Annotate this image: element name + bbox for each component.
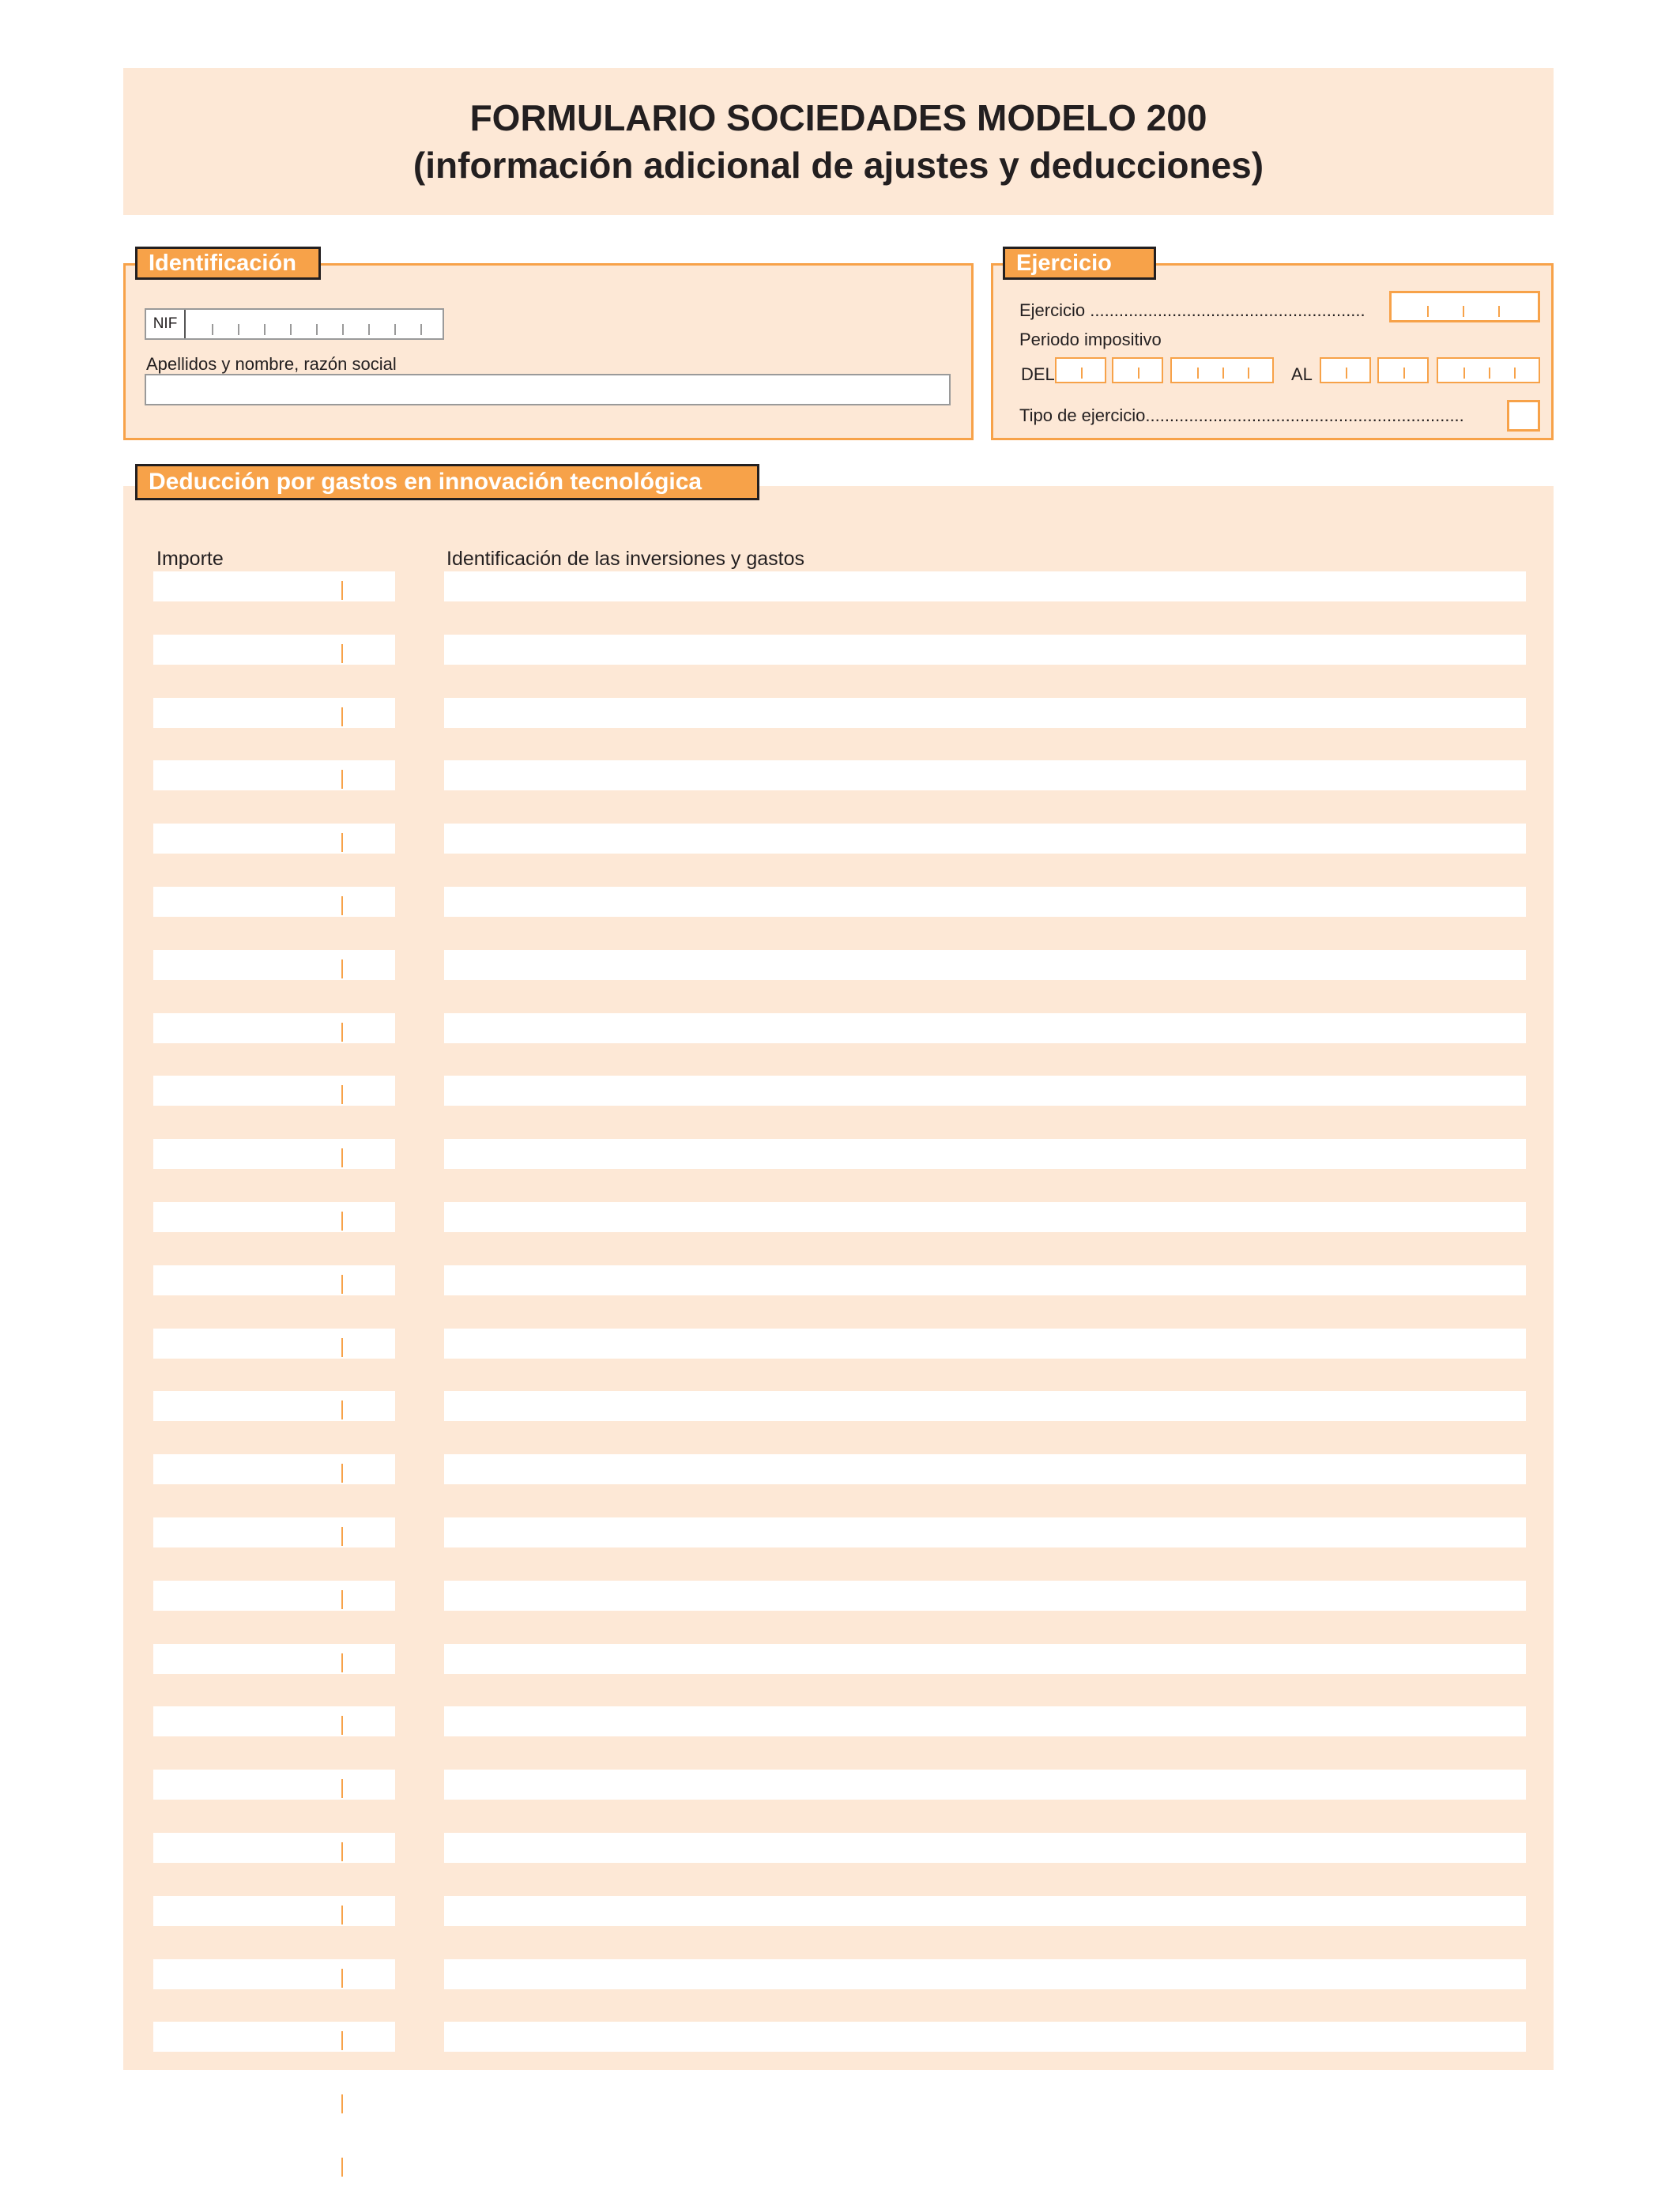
decimal-separator — [341, 2158, 343, 2177]
importe-field[interactable] — [153, 698, 395, 728]
decimal-separator — [341, 1148, 343, 1167]
decimal-separator — [341, 1464, 343, 1483]
identificacion-field[interactable] — [444, 1391, 1526, 1421]
del-day-field[interactable] — [1055, 357, 1106, 383]
nif-digit-separator — [238, 324, 239, 335]
ejercicio-tab: Ejercicio — [1003, 247, 1156, 280]
del-label: DEL — [1021, 364, 1055, 384]
del-year-field[interactable] — [1170, 357, 1274, 383]
importe-field[interactable] — [153, 824, 395, 854]
form-title: FORMULARIO SOCIEDADES MODELO 200 — [469, 97, 1207, 138]
identificacion-field[interactable] — [444, 1959, 1526, 1989]
identificacion-field[interactable] — [444, 760, 1526, 790]
decimal-separator — [341, 1590, 343, 1609]
nif-digit-separator — [368, 324, 370, 335]
ejercicio-label: Ejercicio ......................................................... — [1019, 300, 1365, 320]
nif-digit-separator — [264, 324, 266, 335]
identificacion-field[interactable] — [444, 1517, 1526, 1547]
decimal-separator — [341, 1275, 343, 1294]
importe-field[interactable] — [153, 2148, 395, 2178]
importe-field[interactable] — [153, 1454, 395, 1484]
form-header — [123, 68, 1554, 215]
form-subtitle: (información adicional de ajustes y deducciones) — [412, 145, 1264, 186]
identificacion-field[interactable] — [444, 1076, 1526, 1106]
identificacion-field[interactable] — [444, 1581, 1526, 1611]
identificacion-field[interactable] — [444, 1706, 1526, 1736]
identificacion-field[interactable] — [444, 571, 1526, 601]
decimal-separator — [341, 1527, 343, 1546]
importe-field[interactable] — [153, 760, 395, 790]
importe-field[interactable] — [153, 1013, 395, 1043]
importe-field[interactable] — [153, 2085, 395, 2115]
importe-field[interactable] — [153, 1329, 395, 1359]
tipo-ejercicio-field[interactable] — [1507, 400, 1540, 432]
decimal-separator — [341, 1653, 343, 1672]
importe-field[interactable] — [153, 571, 395, 601]
decimal-separator — [341, 581, 343, 600]
identificacion-field[interactable] — [444, 1833, 1526, 1863]
identificacion-field[interactable] — [444, 1454, 1526, 1484]
importe-field[interactable] — [153, 1517, 395, 1547]
decimal-separator — [341, 770, 343, 789]
importe-field[interactable] — [153, 1833, 395, 1863]
importe-field[interactable] — [153, 1706, 395, 1736]
identificacion-section — [123, 263, 974, 440]
identificacion-field[interactable] — [444, 824, 1526, 854]
identificacion-field[interactable] — [444, 2022, 1526, 2052]
identificacion-field[interactable] — [444, 635, 1526, 665]
deduccion-tab: Deducción por gastos en innovación tecnológica — [135, 464, 759, 500]
importe-field[interactable] — [153, 887, 395, 917]
decimal-separator — [341, 1779, 343, 1798]
importe-field[interactable] — [153, 1581, 395, 1611]
decimal-separator — [341, 1085, 343, 1104]
decimal-separator — [341, 1716, 343, 1735]
identificacion-field[interactable] — [444, 1770, 1526, 1800]
nif-digit-separator — [342, 324, 344, 335]
identificacion-field[interactable] — [444, 950, 1526, 980]
identificacion-field[interactable] — [444, 2148, 1526, 2178]
importe-field[interactable] — [153, 635, 395, 665]
decimal-separator — [341, 1023, 343, 1042]
identificacion-field[interactable] — [444, 698, 1526, 728]
nif-digit-separator — [420, 324, 422, 335]
importe-field[interactable] — [153, 1644, 395, 1674]
identificacion-field[interactable] — [444, 1896, 1526, 1926]
decimal-separator — [341, 1969, 343, 1988]
importe-field[interactable] — [153, 1959, 395, 1989]
identificacion-field[interactable] — [444, 1202, 1526, 1232]
nif-digit-separator — [290, 324, 292, 335]
name-label: Apellidos y nombre, razón social — [146, 354, 397, 374]
importe-field[interactable] — [153, 1391, 395, 1421]
decimal-separator — [341, 644, 343, 663]
nif-field[interactable] — [145, 308, 444, 340]
importe-field[interactable] — [153, 950, 395, 980]
decimal-separator — [341, 1906, 343, 1924]
nif-digit-separator — [316, 324, 318, 335]
importe-field[interactable] — [153, 1076, 395, 1106]
importe-field[interactable] — [153, 1202, 395, 1232]
decimal-separator — [341, 2094, 343, 2113]
decimal-separator — [341, 1842, 343, 1861]
decimal-separator — [341, 959, 343, 978]
identificacion-tab: Identificación — [135, 247, 321, 280]
identificacion-field[interactable] — [444, 1265, 1526, 1295]
identificacion-field[interactable] — [444, 1139, 1526, 1169]
ejercicio-year-field[interactable] — [1389, 291, 1540, 322]
importe-field[interactable] — [153, 1896, 395, 1926]
nif-digit-separator — [394, 324, 396, 335]
al-year-field[interactable] — [1437, 357, 1540, 383]
del-month-field[interactable] — [1112, 357, 1163, 383]
importe-field[interactable] — [153, 1265, 395, 1295]
al-day-field[interactable] — [1320, 357, 1371, 383]
decimal-separator — [341, 896, 343, 915]
identificacion-column-header: Identificación de las inversiones y gastos — [446, 548, 805, 570]
decimal-separator — [341, 1400, 343, 1419]
importe-column-header: Importe — [156, 548, 224, 570]
identificacion-field[interactable] — [444, 2085, 1526, 2115]
nif-label: NIF — [146, 310, 186, 338]
importe-field[interactable] — [153, 1770, 395, 1800]
identificacion-field[interactable] — [444, 1644, 1526, 1674]
identificacion-field[interactable] — [444, 1329, 1526, 1359]
decimal-separator — [341, 707, 343, 726]
decimal-separator — [341, 2031, 343, 2050]
identificacion-field[interactable] — [444, 1013, 1526, 1043]
decimal-separator — [341, 1212, 343, 1231]
importe-field[interactable] — [153, 1139, 395, 1169]
importe-field[interactable] — [153, 2022, 395, 2052]
identificacion-field[interactable] — [444, 887, 1526, 917]
decimal-separator — [341, 833, 343, 852]
name-field[interactable] — [145, 374, 951, 405]
al-month-field[interactable] — [1377, 357, 1429, 383]
nif-digit-separator — [212, 324, 213, 335]
al-label: AL — [1291, 364, 1313, 384]
periodo-label: Periodo impositivo — [1019, 330, 1162, 349]
decimal-separator — [341, 1338, 343, 1357]
tipo-ejercicio-label: Tipo de ejercicio.................................................................. — [1019, 405, 1464, 425]
